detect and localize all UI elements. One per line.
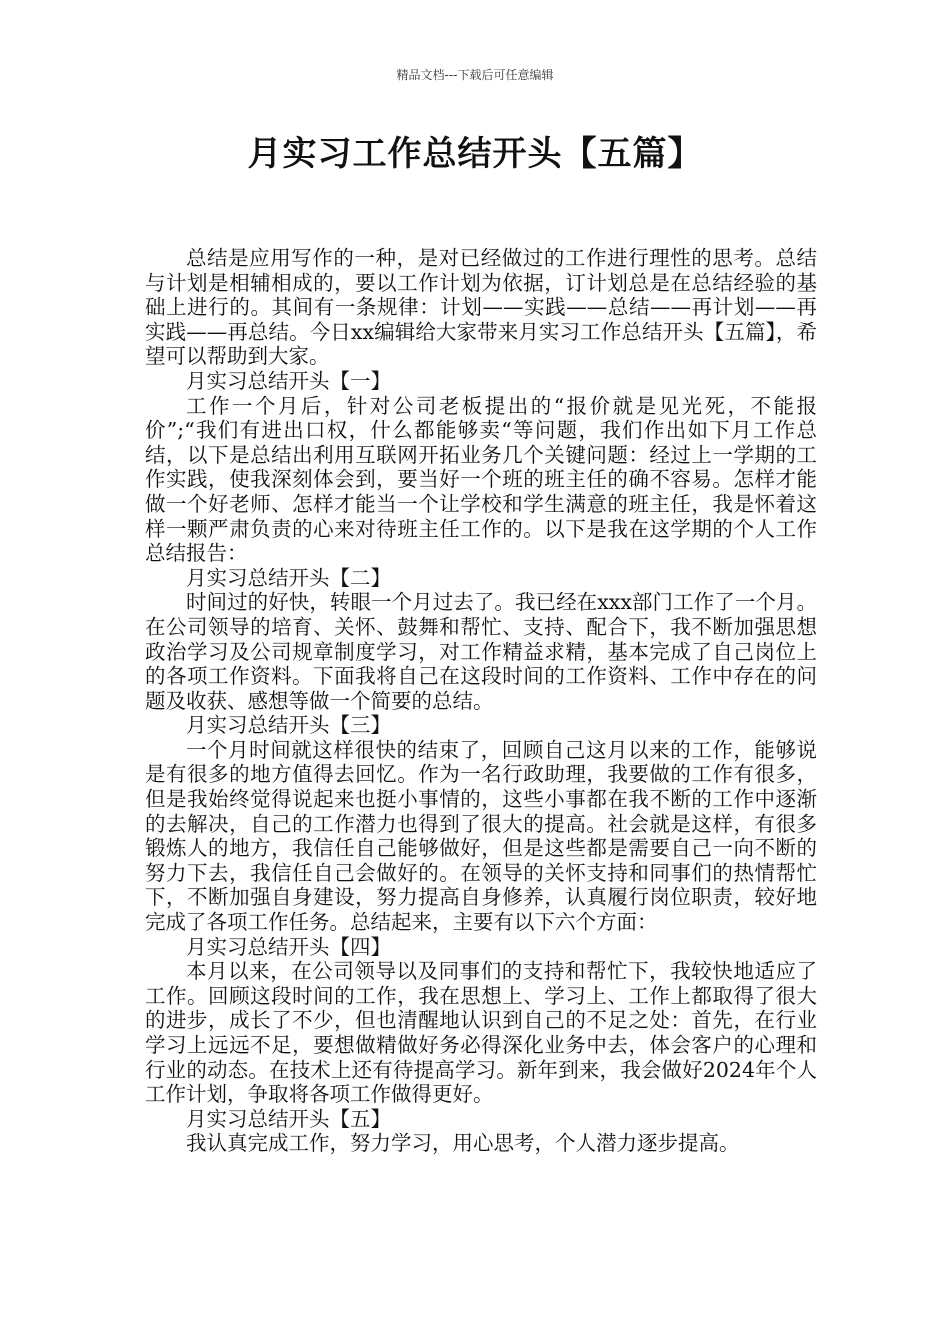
intro-paragraph: 总结是应用写作的一种，是对已经做过的工作进行理性的思考。总结与计划是相辅相成的，要以工作计划为依据，订计划总是在总结经验的基础上进行的。其间有一条规律：计划——实践——总结——再计划——再实践——再总结。今日xx编辑给大家带来月实习工作总结开头【五篇】，希望可以帮助到大家。 (145, 246, 817, 369)
page-header: 精品文档---下载后可任意编辑 (396, 68, 554, 82)
section-body-4: 本月以来，在公司领导以及同事们的支持和帮忙下，我较快地适应了工作。回顾这段时间的工作，我在思想上、学习上、工作上都取得了很大的进步，成长了不少，但也清醒地认识到自己的不足之处：首先，在行业学习上远远不足，要想做精做好务必得深化业务中去，体会客户的心理和行业的动态。在技术上还有待提高学习。新年到来，我会做好2024年个人工作计划，争取将各项工作做得更好。 (145, 959, 817, 1107)
section-heading-4: 月实习总结开头【四】 (186, 934, 391, 959)
section-body-3: 一个月时间就这样很快的结束了，回顾自己这月以来的工作，能够说是有很多的地方值得去回忆。作为一名行政助理，我要做的工作有很多，但是我始终觉得说起来也挺小事情的，这些小事都在我不断的工作中逐渐的去解决，自己的工作潜力也得到了很大的提高。社会就是这样，有很多锻炼人的地方，我信任自己能够做好，但是这些都是需要自己一向不断的努力下去，我信任自己会做好的。在领导的关怀支持和同事们的热情帮忙下，不断加强自身建设，努力提高自身修养，认真履行岗位职责，较好地完成了各项工作任务。总结起来，主要有以下六个方面： (145, 737, 817, 935)
section-body-1: 工作一个月后，针对公司老板提出的“报价就是见光死，不能报价”;“我们有进出口权，什么都能够卖“等问题，我们作出如下月工作总结，以下是总结出利用互联网开拓业务几个关键问题：经过上一学期的工作实践，使我深刻体会到，要当好一个班的班主任的确不容易。怎样才能做一个好老师、怎样才能当一个让学校和学生满意的班主任，我是怀着这样一颗严肃负责的心来对待班主任工作的。以下是我在这学期的个人工作总结报告： (145, 393, 817, 566)
document-body (145, 246, 817, 1156)
document-title: 月实习工作总结开头【五篇】 (247, 134, 703, 174)
section-body-5: 我认真完成工作，努力学习，用心思考，个人潜力逐步提高。 (186, 1131, 740, 1156)
section-body-2: 时间过的好快，转眼一个月过去了。我已经在xxx部门工作了一个月。在公司领导的培育、关怀、鼓舞和帮忙、支持、配合下，我不断加强思想政治学习及公司规章制度学习，对工作精益求精，基本完成了自己岗位上的各项工作资料。下面我将自己在这段时间的工作资料、工作中存在的问题及收获、感想等做一个简要的总结。 (145, 590, 817, 713)
section-heading-1: 月实习总结开头【一】 (186, 368, 391, 393)
section-heading-2: 月实习总结开头【二】 (186, 565, 391, 590)
section-heading-5: 月实习总结开头【五】 (186, 1106, 391, 1131)
section-heading-3: 月实习总结开头【三】 (186, 713, 391, 738)
